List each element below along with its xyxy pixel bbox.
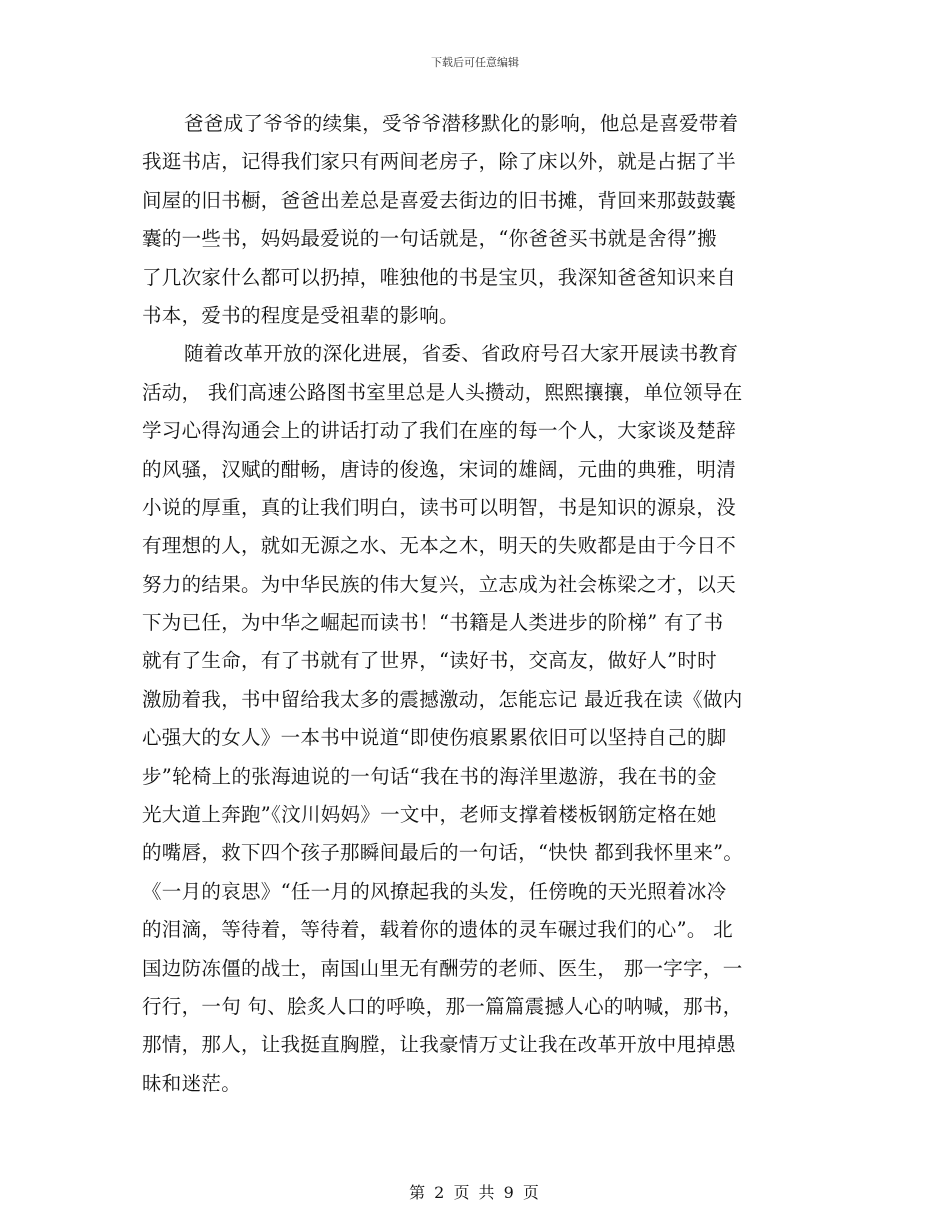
text-line: 就有了生命，有了书就有了世界，“读好书，交高友，做好人”时时 xyxy=(142,649,717,673)
text-line: 活动， 我们高速公路图书室里总是人头攒动，熙熙攘攘，单位领导在 xyxy=(142,380,743,404)
text-line: 的嘴唇，救下四个孩子那瞬间最后的一句话，“快快 都到我怀里来”。 xyxy=(142,841,744,865)
text-line: 小说的厚重，真的让我们明白，读书可以明智，书是知识的源泉，没 xyxy=(142,495,737,519)
page-number: 第 2 页 共 9 页 xyxy=(409,1183,541,1202)
paragraph-1 xyxy=(142,105,802,335)
text-line: 光大道上奔跑”《汶川妈妈》一文中，老师支撑着楼板钢筋定格在她 xyxy=(142,803,717,827)
text-line: 随着改革开放的深化进展，省委、省政府号召大家开展读书教育 xyxy=(184,342,739,366)
text-line: 心强大的女人》一本书中说道“即使伤痕累累依旧可以坚持自己的脚 xyxy=(142,726,727,750)
paragraph-2 xyxy=(142,335,802,1103)
text-line: 努力的结果。为中华民族的伟大复兴，立志成为社会栋梁之才，以天 xyxy=(142,572,737,596)
text-line: 行行，一句 句、脍炙人口的呼唤，那一篇篇震撼人心的呐喊，那书， xyxy=(142,994,743,1018)
page-header: 下载后可任意编辑 xyxy=(431,56,519,69)
text-line: 爸爸成了爷爷的续集，受爷爷潜移默化的影响，他总是喜爱带着 xyxy=(184,112,739,135)
text-line: 《一月的哀思》“任一月的风撩起我的头发，任傍晚的天光照着冰冷 xyxy=(142,879,727,903)
text-line: 的风骚，汉赋的酣畅，唐诗的俊逸，宋词的雄阔，元曲的典雅，明清 xyxy=(142,457,737,481)
text-line: 的泪滴，等待着，等待着，载着你的遗体的灵车碾过我们的心”。 北 xyxy=(142,918,733,942)
text-line: 激励着我，书中留给我太多的震撼激动，怎能忘记 最近我在读《做内 xyxy=(142,687,743,711)
text-line: 我逛书店，记得我们家只有两间老房子，除了床以外，就是占据了半 xyxy=(142,150,737,174)
text-line: 步”轮椅上的张海迪说的一句话“我在书的海洋里遨游，我在书的金 xyxy=(142,764,717,788)
text-line: 那情，那人，让我挺直胸膛，让我豪情万丈让我在改革开放中甩掉愚 xyxy=(142,1033,737,1057)
text-line: 间屋的旧书橱，爸爸出差总是喜爱去街边的旧书摊，背回来那鼓鼓囊 xyxy=(142,188,737,212)
text-line: 学习心得沟通会上的讲话打动了我们在座的每一个人，大家谈及楚辞 xyxy=(142,419,737,443)
text-line: 书本，爱书的程度是受祖辈的影响。 xyxy=(142,303,459,327)
text-line: 囊的一些书，妈妈最爱说的一句话就是，“你爸爸买书就是舍得”搬 xyxy=(142,227,717,251)
text-line: 有理想的人，就如无源之水、无本之木，明天的失败都是由于今日不 xyxy=(142,534,737,558)
text-line: 国边防冻僵的战士，南国山里无有酬劳的老师、医生， 那一字字，一 xyxy=(142,956,743,980)
document-body xyxy=(142,105,802,1103)
text-line: 昧和迷茫。 xyxy=(142,1071,242,1095)
text-line: 下为已任，为中华之崛起而读书！“书籍是人类进步的阶梯” 有了书 xyxy=(142,611,724,635)
text-line: 了几次家什么都可以扔掉，唯独他的书是宝贝，我深知爸爸知识来自 xyxy=(142,265,737,289)
